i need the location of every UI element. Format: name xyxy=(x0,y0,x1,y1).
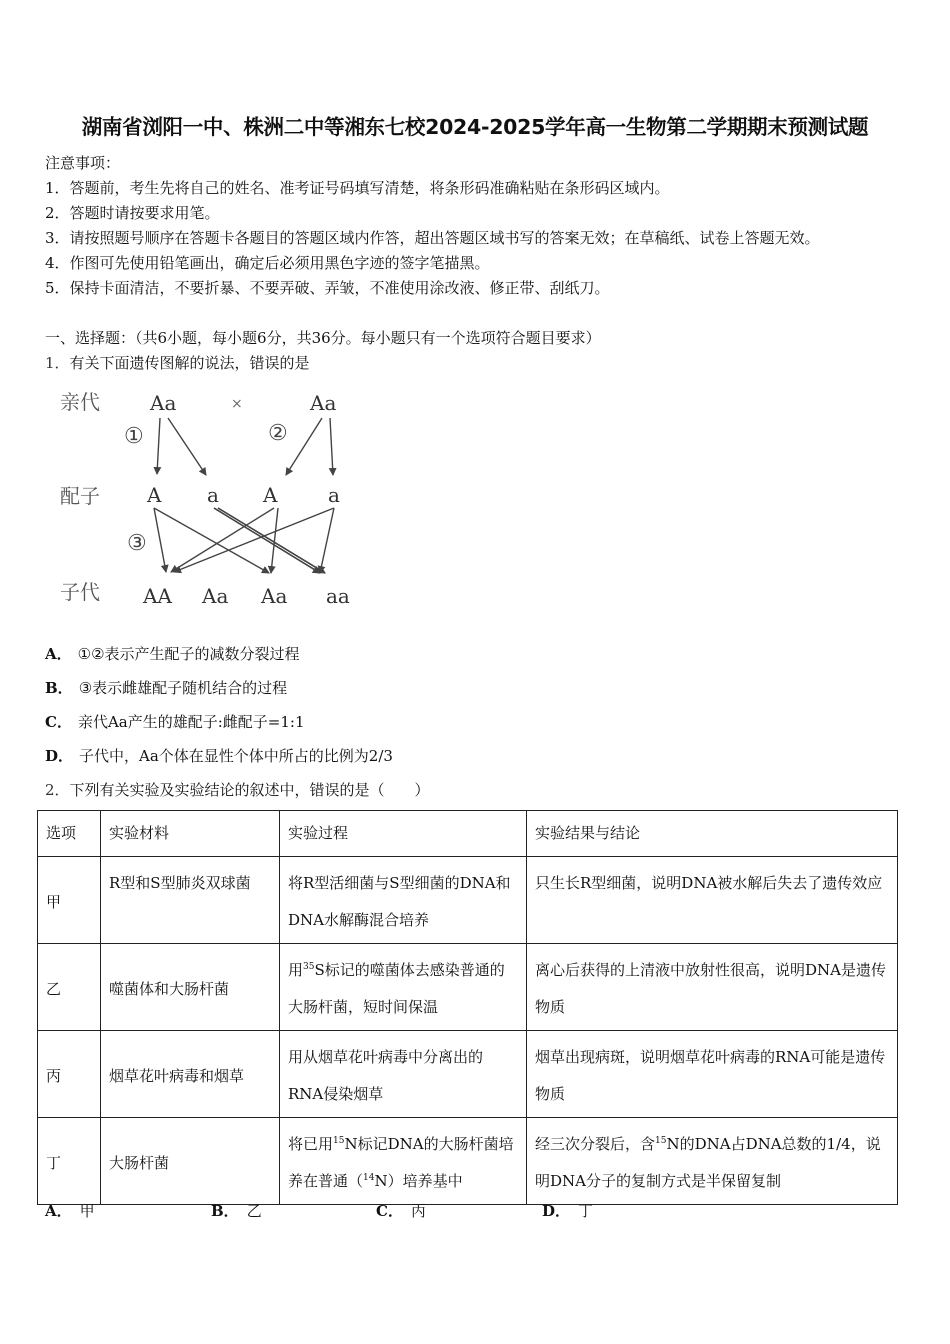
material-cell: R型和S型肺炎双球菌 xyxy=(101,857,280,944)
text-fragment: N的DNA占DNA总数的1/4，说明DNA分子的复制方式是半保留复制 xyxy=(535,1135,881,1190)
option-cell: 甲 xyxy=(38,857,101,944)
marker-circle-3: ③ xyxy=(127,531,147,556)
arrow xyxy=(154,508,166,572)
cross-symbol: × xyxy=(231,396,243,412)
row-label-parent: 亲代 xyxy=(60,390,100,414)
option-cell: 乙 xyxy=(38,944,101,1031)
option-label: D． xyxy=(542,1202,571,1220)
offspring-genotype: aa xyxy=(326,584,350,608)
process-cell xyxy=(280,1118,527,1205)
option-text: 亲代Aa产生的雄配子:雌配子=1:1 xyxy=(77,713,305,731)
text-fragment: 用 xyxy=(288,961,304,979)
process-cell xyxy=(280,944,527,1031)
arrow xyxy=(330,418,333,475)
experiment-table xyxy=(37,810,898,1205)
option-text: 丙 xyxy=(410,1202,426,1220)
option-text: ③表示雌雄配子随机结合的过程 xyxy=(78,679,288,697)
gamete: a xyxy=(328,483,340,507)
parent-genotype: Aa xyxy=(150,391,177,415)
option-cell: 丙 xyxy=(38,1031,101,1118)
isotope-superscript: 14 xyxy=(363,1173,375,1183)
question-number: 1． xyxy=(45,354,70,372)
text-fragment: 将已用 xyxy=(288,1135,334,1153)
result-cell xyxy=(527,1118,898,1205)
gamete: a xyxy=(207,483,219,507)
genetic-cross-diagram xyxy=(50,382,370,614)
header-cell: 实验结果与结论 xyxy=(527,811,898,857)
row-label-gamete: 配子 xyxy=(60,484,100,508)
arrow xyxy=(157,418,160,474)
result-cell: 只生长R型细菌，说明DNA被水解后失去了遗传效应 xyxy=(527,857,898,944)
option-label: C． xyxy=(45,713,72,731)
option-a xyxy=(45,643,300,664)
question-1-stem xyxy=(45,352,310,373)
question-number: 2． xyxy=(45,781,70,799)
option-text: 丁 xyxy=(578,1202,594,1220)
gamete: A xyxy=(147,483,162,507)
option-text: 乙 xyxy=(246,1202,262,1220)
table-row xyxy=(38,944,898,1031)
material-cell: 噬菌体和大肠杆菌 xyxy=(101,944,280,1031)
isotope-superscript: 15 xyxy=(655,1136,667,1146)
arrow xyxy=(168,418,206,475)
arrow xyxy=(174,508,334,572)
answer-option-a xyxy=(45,1200,95,1221)
table-row xyxy=(38,1031,898,1118)
result-cell: 烟草出现病斑，说明烟草花叶病毒的RNA可能是遗传物质 xyxy=(527,1031,898,1118)
notice-item: 1．答题前，考生先将自己的姓名、准考证号码填写清楚，将条形码准确粘贴在条形码区域内。 xyxy=(45,179,670,197)
process-cell: 用从烟草花叶病毒中分离出的RNA侵染烟草 xyxy=(280,1031,527,1118)
option-b xyxy=(45,677,287,698)
process-cell: 将R型活细菌与S型细菌的DNA和DNA水解酶混合培养 xyxy=(280,857,527,944)
text-fragment: 经三次分裂后，含 xyxy=(535,1135,656,1153)
notice-item: 4．作图可先使用铅笔画出，确定后必须用黑色字迹的签字笔描黑。 xyxy=(45,254,490,272)
arrow xyxy=(286,418,322,475)
text-fragment: N标记DNA的大肠杆菌培养在普通（ xyxy=(288,1135,514,1190)
option-text: 子代中，Aa个体在显性个体中所占的比例为2/3 xyxy=(79,747,393,765)
answer-option-d xyxy=(542,1200,593,1221)
question-text: 有关下面遗传图解的说法，错误的是 xyxy=(69,354,310,372)
header-cell: 选项 xyxy=(38,811,101,857)
material-cell: 烟草花叶病毒和烟草 xyxy=(101,1031,280,1118)
option-label: B． xyxy=(211,1202,239,1220)
arrow xyxy=(320,508,334,573)
offspring-genotype: AA xyxy=(143,584,172,608)
option-cell: 丁 xyxy=(38,1118,101,1205)
isotope-superscript: 15 xyxy=(333,1136,345,1146)
notice-item: 3．请按照题号顺序在答题卡各题目的答题区域内作答，超出答题区域书写的答案无效；在草稿纸、试卷上答题无效。 xyxy=(45,229,820,247)
notice-item: 2．答题时请按要求用笔。 xyxy=(45,204,220,222)
option-label: C． xyxy=(376,1202,403,1220)
option-label: D． xyxy=(45,747,74,765)
option-text: ①②表示产生配子的减数分裂过程 xyxy=(77,645,300,663)
arrow xyxy=(171,508,274,572)
arrow xyxy=(214,508,320,573)
material-cell: 大肠杆菌 xyxy=(101,1118,280,1205)
answer-option-c xyxy=(376,1200,426,1221)
header-cell: 实验材料 xyxy=(101,811,280,857)
isotope-superscript: 35 xyxy=(303,962,315,972)
header-cell: 实验过程 xyxy=(280,811,527,857)
text-fragment: S标记的噬菌体去感染普通的大肠杆菌，短时间保温 xyxy=(288,961,505,1016)
marker-circle-2: ② xyxy=(268,421,288,446)
option-label: A． xyxy=(45,1202,72,1220)
section-heading: 一、选择题：（共6小题，每小题6分，共36分。每小题只有一个选项符合题目要求） xyxy=(45,329,601,347)
row-label-offspring: 子代 xyxy=(60,580,100,604)
option-c xyxy=(45,711,305,732)
offspring-genotype: Aa xyxy=(261,584,288,608)
option-d xyxy=(45,745,393,766)
option-text: 甲 xyxy=(79,1202,95,1220)
offspring-genotype: Aa xyxy=(202,584,229,608)
text-fragment: N）培养基中 xyxy=(374,1172,463,1190)
page-title: 湖南省浏阳一中、株洲二中等湘东七校2024-2025学年高一生物第二学期期末预测试题 xyxy=(81,115,869,139)
question-text: 下列有关实验及实验结论的叙述中，错误的是（ ） xyxy=(69,781,430,799)
answer-option-b xyxy=(211,1200,262,1221)
gamete: A xyxy=(263,483,278,507)
option-label: A． xyxy=(45,645,72,663)
result-cell: 离心后获得的上清液中放射性很高，说明DNA是遗传物质 xyxy=(527,944,898,1031)
table-row xyxy=(38,1118,898,1205)
notice-item: 5．保持卡面清洁，不要折暴、不要弄破、弄皱，不准使用涂改液、修正带、刮纸刀。 xyxy=(45,279,610,297)
table-header-row xyxy=(38,811,898,857)
notice-heading: 注意事项： xyxy=(45,154,121,172)
option-label: B． xyxy=(45,679,73,697)
marker-circle-1: ① xyxy=(124,424,144,449)
parent-genotype: Aa xyxy=(310,391,337,415)
question-2-stem xyxy=(45,779,430,800)
table-row xyxy=(38,857,898,944)
